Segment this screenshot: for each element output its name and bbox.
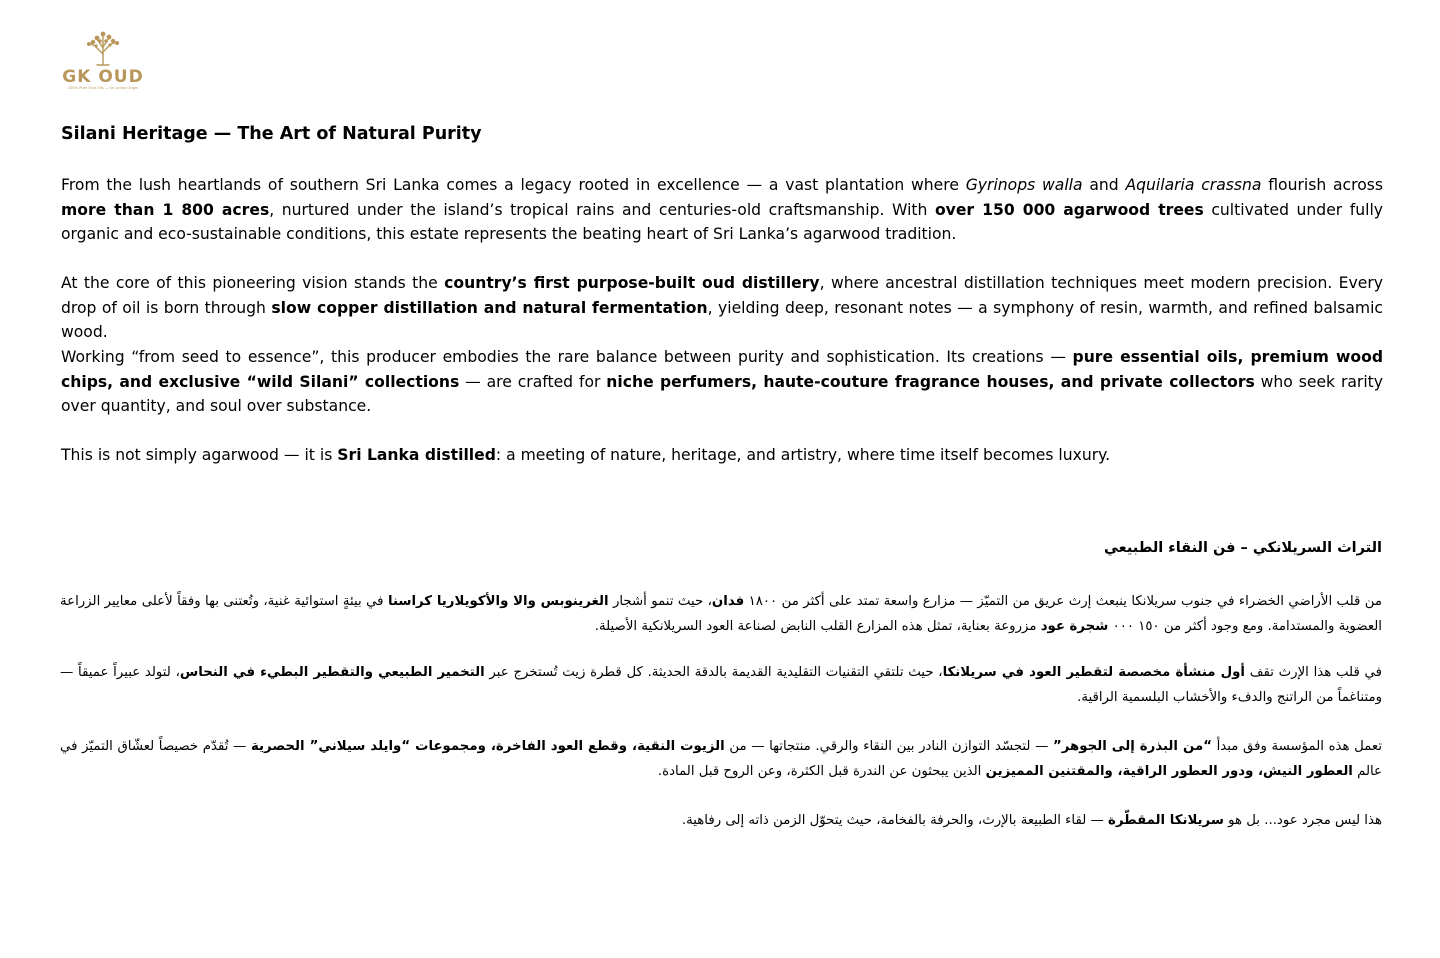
arabic-paragraph-3: تعمل هذه المؤسسة وفق مبدأ “من البذرة إلى الجوهر” — لتجسّد التوازن النادر بين النقاء والرقي. منتجاتها — من الزيوت النقية، وقطع العود الفاخرة، ومجموعات “وايلد سيلاني” الحصرية — تُقدّم خصيصاً لعشّاق التميّز في عالم العطور النيش، ودور العطور الراقية، والمقتنين المميزين الذين يبحثون عن الندرة قبل الكثرة، وعن الروح قبل المادة. (60, 739, 1383, 779)
english-paragraph-3: Working “from seed to essence”, this producer embodies the rare balance between purity and sophistication. Its creations — pure essential oils, premium wood chips, and exclusive “wild Silani” collections — are crafted for niche perfumers, haute-couture fragrance houses, and private collectors who seek rarity over quantity, and soul over substance. (61, 348, 1383, 416)
english-paragraph-2: At the core of this pioneering vision stands the country’s first purpose-built oud distillery, where ancestral distillation techniques meet modern precision. Every drop of oil is born through slow copper distillation and natural fermentation, yielding deep, resonant notes — a symphony of resin, warmth, and refined balsamic wood. (61, 274, 1384, 342)
tree-icon (83, 30, 123, 66)
english-paragraph-4: This is not simply agarwood — it is Sri Lanka distilled: a meeting of nature, heritage, and artistry, where time itself becomes luxury. (61, 446, 1111, 464)
arabic-paragraph-2: في قلب هذا الإرث تقف أول منشأة مخصصة لتقطير العود في سريلانكا، حيث تلتقي التقنيات التقليدية القديمة بالدقة الحديثة. كل قطرة زيت تُستخرج عبر التخمير الطبيعي والتقطير البطيء في النحاس، لتولد عبيراً عميقاً — ومتناغماً من الراتنج والدفء والأخشاب البلسمية الراقية. (60, 665, 1382, 705)
english-title: Silani Heritage — The Art of Natural Purity (61, 124, 482, 144)
english-paragraph-1: From the lush heartlands of southern Sri Lanka comes a legacy rooted in excellence — a vast plantation where Gyrinops walla and Aquilaria crassna flourish across more than 1 800 acres, nurtured under the island’s tropical rains and centuries-old craftsmanship. With over 150 000 agarwood trees cultivated under fully organic and eco-sustainable conditions, this estate represents the beating heart of Sri Lanka’s agarwood tradition. (61, 176, 1384, 244)
arabic-paragraph-4: هذا ليس مجرد عود... بل هو سريلانكا المقطّرة — لقاء الطبيعة بالإرث، والحرفة بالفخامة، حيث يتحوّل الزمن ذاته إلى رفاهية. (681, 813, 1382, 828)
arabic-paragraph-1: من قلب الأراضي الخضراء في جنوب سريلانكا ينبعث إرث عريق من التميّز — مزارع واسعة تمتد على أكثر من ١٨٠٠ فدان، حيث تنمو أشجار الغرينوبس والا والأكويلاريا كراسنا في بيئةٍ استوائية غنية، وتُعتنى بها وفقاً لأعلى معايير الزراعة العضوية والمستدامة. ومع وجود أكثر من ١٥٠ ٠٠٠ شجرة عود مزروعة بعناية، تمثل هذه المزارع القلب النابض لصناعة العود السريلانكية الأصيلة. (60, 594, 1382, 634)
logo-brand-name: GK OUD (62, 67, 144, 87)
brand-logo (58, 30, 148, 100)
arabic-title: التراث السريلانكي – فن النقاء الطبيعي (1104, 540, 1382, 556)
logo-tagline: 100% Pure Oud Oils — Sri Lanka Origin (67, 86, 139, 90)
